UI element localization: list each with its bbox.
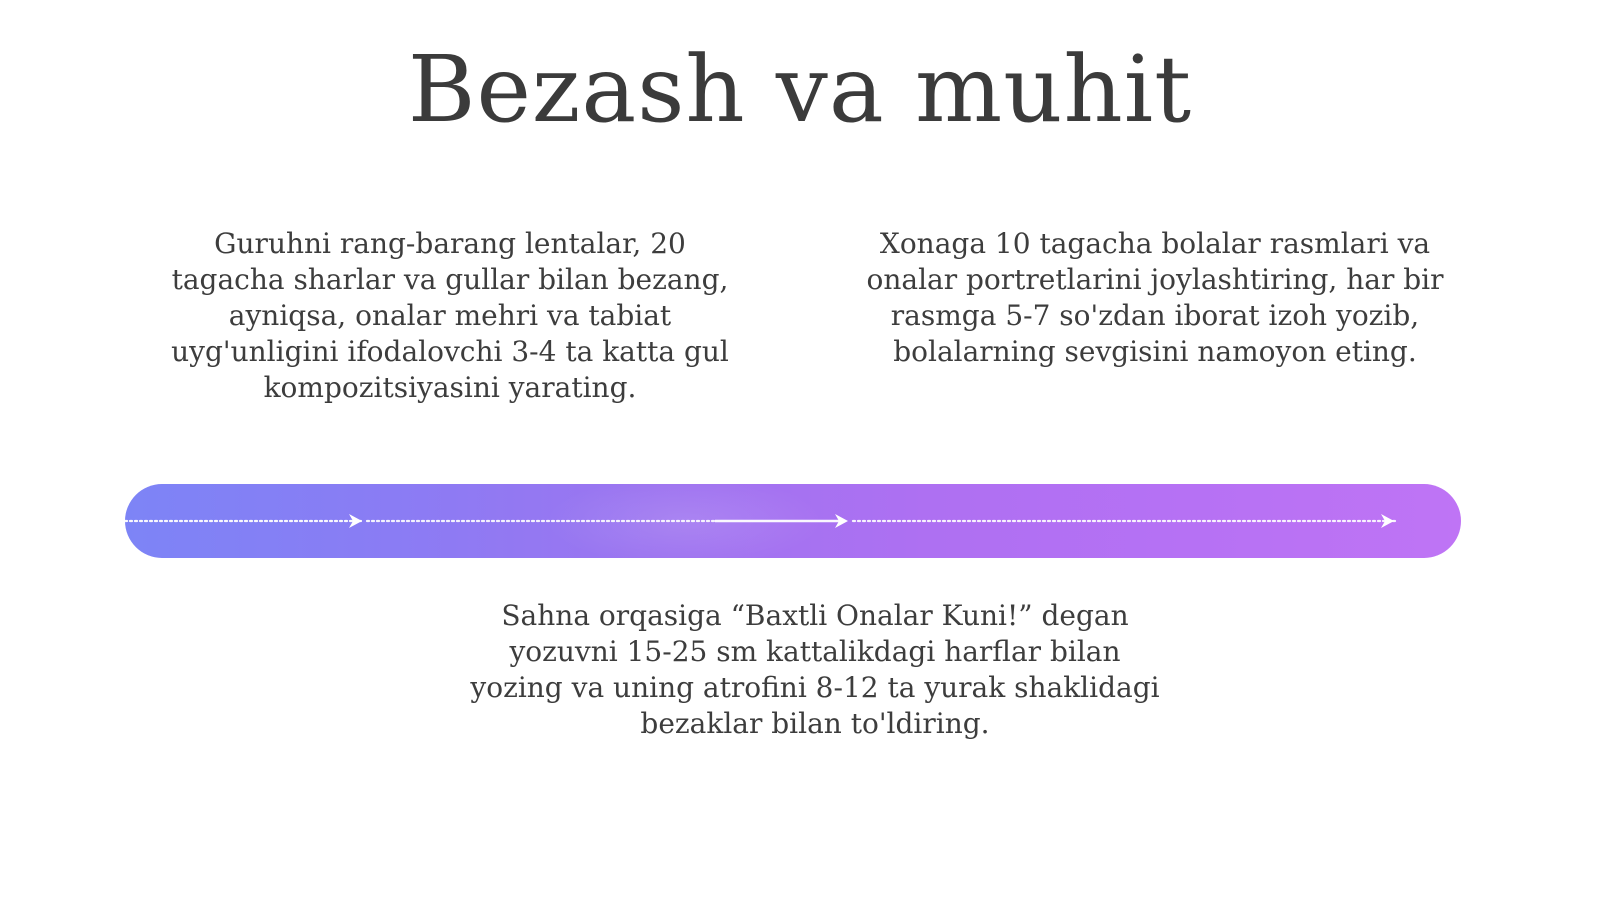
slide-title: Bezash va muhit — [407, 36, 1193, 143]
text-block-left: Guruhni rang-barang lentalar, 20 tagacha sharlar va gullar bilan bezang, ayniqsa, onalar mehri va tabiat uyg'unligini ifodalovchi 3-4 ta katta gul kompozitsiyasini yarating. — [171, 227, 729, 404]
text-block-right: Xonaga 10 tagacha bolalar rasmlari va onalar portretlarini joylashtiring, har bir rasmga 5-7 so'zdan iborat izoh yozib, bolalarning sevgisini namoyon eting. — [866, 227, 1444, 368]
text-block-bottom: Sahna orqasiga “Baxtli Onalar Kuni!” degan yozuvni 15-25 sm kattalikdagi harflar bilan yozing va uning atrofini 8-12 ta yurak shaklidagi bezaklar bilan to'ldiring. — [470, 599, 1160, 740]
timeline-bar — [125, 484, 1461, 558]
timeline-arrows — [125, 484, 1461, 558]
